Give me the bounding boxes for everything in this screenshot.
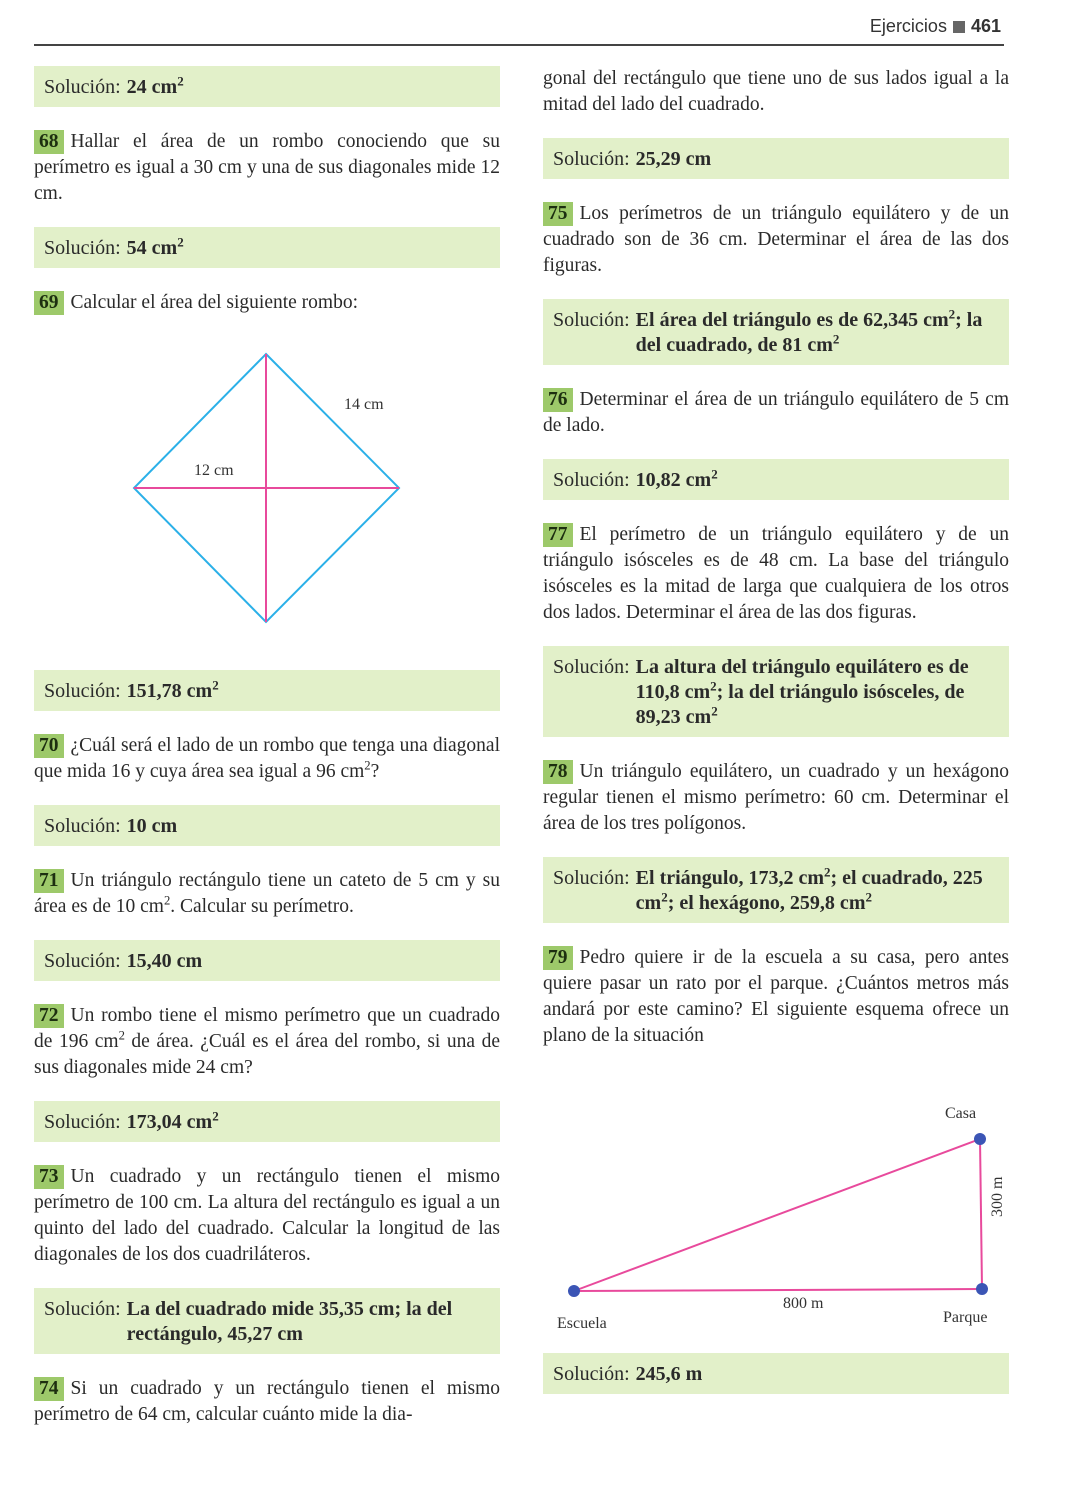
route-height-line bbox=[980, 1139, 982, 1289]
problem-number: 71 bbox=[34, 869, 64, 893]
parque-point bbox=[976, 1283, 988, 1295]
problem-71 bbox=[34, 868, 500, 920]
section-name: Ejercicios bbox=[869, 16, 947, 36]
problem-70 bbox=[34, 733, 500, 785]
problem-number: 73 bbox=[34, 1165, 64, 1189]
solution-label: Solución: bbox=[44, 950, 121, 972]
problem-text: Determinar el área de un triángulo equilátero de 5 cm de lado. bbox=[543, 389, 1009, 436]
solution-value: El triángulo, 173,2 $cm^2$; el cuadrado, 225 $cm^2$; el hexágono, 259,8 $cm^2$ bbox=[635, 864, 983, 914]
solution-value: 151,78 $cm^2$ bbox=[126, 677, 219, 702]
route-base-line bbox=[574, 1289, 982, 1291]
right-column bbox=[543, 66, 1009, 1416]
problem-76 bbox=[543, 387, 1009, 439]
solution-box bbox=[543, 646, 1009, 737]
problem-74 bbox=[34, 1376, 500, 1428]
solution-value: 25,29 cm bbox=[635, 148, 712, 170]
solution-value: La del cuadrado mide 35,35 cm; la del rectángulo, 45,27 cm bbox=[126, 1298, 453, 1345]
rhombus-diagonal-label: 12 cm bbox=[194, 462, 234, 479]
base-distance-label: 800 m bbox=[783, 1295, 824, 1312]
problem-79 bbox=[543, 945, 1009, 1049]
solution-box bbox=[543, 1353, 1009, 1394]
problem-72 bbox=[34, 1003, 500, 1081]
problem-number: 77 bbox=[543, 523, 573, 547]
solution-label: Solución: bbox=[44, 1298, 121, 1320]
casa-point bbox=[974, 1133, 986, 1145]
problem-number: 72 bbox=[34, 1004, 64, 1028]
problem-text: Calcular el área del siguiente rombo: bbox=[70, 292, 359, 313]
problem-number: 68 bbox=[34, 130, 64, 154]
problem-text: Un triángulo rectángulo tiene un cateto de 5 cm y su área es de 10 $cm^2$. Calcular su perímetro. bbox=[34, 870, 500, 917]
solution-label: Solución: bbox=[553, 1363, 630, 1385]
page-number: 461 bbox=[970, 16, 1001, 36]
problem-number: 75 bbox=[543, 202, 573, 226]
solution-box bbox=[34, 1288, 500, 1354]
problem-text: Si un cuadrado y un rectángulo tienen el mismo perímetro de 64 cm, calcular cuánto mide la dia- bbox=[34, 1378, 500, 1425]
route-figure bbox=[543, 1069, 1009, 1337]
problem-77 bbox=[543, 522, 1009, 626]
height-distance-label: 300 m bbox=[989, 1176, 1006, 1217]
problem-73 bbox=[34, 1164, 500, 1268]
rhombus-side-label: 14 cm bbox=[344, 396, 384, 413]
problem-text: ¿Cuál será el lado de un rombo que tenga una diagonal que mida 16 y cuya área sea igual a 96 $cm^2$? bbox=[34, 735, 500, 782]
solution-label: Solución: bbox=[44, 76, 121, 98]
casa-label: Casa bbox=[945, 1105, 977, 1122]
problem-continuation: gonal del rectángulo que tiene uno de sus lados igual a la mitad del lado del cuadrado. bbox=[543, 68, 1009, 115]
problem-text: Un rombo tiene el mismo perímetro que un cuadrado de 196 $cm^2$ de área. ¿Cuál es el área del rombo, si una de sus diagonales mide 24 cm? bbox=[34, 1005, 500, 1078]
solution-value: 10 cm bbox=[126, 815, 178, 837]
solution-label: Solución: bbox=[44, 237, 121, 259]
problem-number: 74 bbox=[34, 1377, 64, 1401]
square-icon bbox=[953, 21, 965, 33]
problem-68 bbox=[34, 129, 500, 207]
rhombus-figure bbox=[34, 336, 500, 648]
solution-label: Solución: bbox=[553, 148, 630, 170]
solution-value: 10,82 $cm^2$ bbox=[635, 466, 718, 491]
solution-box bbox=[34, 670, 500, 711]
solution-box bbox=[34, 940, 500, 981]
problem-number: 79 bbox=[543, 946, 573, 970]
solution-label: Solución: bbox=[44, 680, 121, 702]
route-diagram bbox=[543, 1069, 1009, 1337]
problem-number: 76 bbox=[543, 388, 573, 412]
header-title bbox=[870, 16, 1001, 37]
parque-label: Parque bbox=[943, 1309, 988, 1326]
problem-text: Los perímetros de un triángulo equilátero y de un cuadrado son de 36 cm. Determinar el área de las dos figuras. bbox=[543, 203, 1009, 276]
problem-number: 78 bbox=[543, 760, 573, 784]
solution-box bbox=[543, 299, 1009, 365]
solution-value: 54 $cm^2$ bbox=[126, 234, 184, 259]
solution-box bbox=[543, 857, 1009, 923]
problem-text: Hallar el área de un rombo conociendo que su perímetro es igual a 30 cm y una de sus diagonales mide 12 cm. bbox=[34, 131, 500, 204]
solution-value: 24 $cm^2$ bbox=[126, 73, 184, 98]
problem-text: Pedro quiere ir de la escuela a su casa, pero antes quiere pasar un rato por el parque. ¿Cuántos metros más andará por este camino? El siguiente esquema ofrece un plano de la situación bbox=[543, 947, 1009, 1046]
solution-label: Solución: bbox=[44, 1111, 121, 1133]
solution-label: Solución: bbox=[553, 309, 630, 331]
solution-value: La altura del triángulo equilátero es de 110,8 $cm^2$; la del triángulo isósceles, de 89,23 $cm^2$ bbox=[635, 656, 969, 728]
problem-text: Un triángulo equilátero, un cuadrado y un hexágono regular tienen el mismo perímetro: 60 cm. Determinar el área de los tres polígonos. bbox=[543, 761, 1009, 834]
solution-box bbox=[34, 1101, 500, 1142]
solution-label: Solución: bbox=[553, 867, 630, 889]
solution-box bbox=[543, 459, 1009, 500]
problem-text: El perímetro de un triángulo equilátero y de un triángulo isósceles es de 48 cm. La base del triángulo isósceles es la mitad de larga que cualquiera de los otros dos lados. Determinar el área de las dos figuras. bbox=[543, 524, 1009, 623]
left-column bbox=[34, 66, 500, 1448]
problem-number: 69 bbox=[34, 291, 64, 315]
escuela-point bbox=[568, 1285, 580, 1297]
problem-69 bbox=[34, 290, 500, 316]
problem-text: Un cuadrado y un rectángulo tienen el mismo perímetro de 100 cm. La altura del rectángulo es igual a un quinto del lado del cuadrado. Calcular la longitud de las diagonales de los dos cuadriláteros. bbox=[34, 1166, 500, 1265]
solution-box bbox=[34, 227, 500, 268]
solution-value: 245,6 m bbox=[635, 1363, 703, 1385]
problem-78 bbox=[543, 759, 1009, 837]
solution-box bbox=[34, 66, 500, 107]
solution-label: Solución: bbox=[553, 469, 630, 491]
solution-value: El área del triángulo es de 62,345 $cm^2$; la del cuadrado, de 81 $cm^2$ bbox=[635, 306, 983, 356]
solution-box bbox=[543, 138, 1009, 179]
problem-number: 70 bbox=[34, 734, 64, 758]
route-diagonal-line bbox=[574, 1139, 980, 1291]
rhombus-diagram bbox=[34, 336, 500, 648]
solution-box bbox=[34, 805, 500, 846]
solution-label: Solución: bbox=[553, 656, 630, 678]
escuela-label: Escuela bbox=[557, 1315, 607, 1332]
problem-75 bbox=[543, 201, 1009, 279]
solution-label: Solución: bbox=[44, 815, 121, 837]
header-rule bbox=[34, 44, 1004, 46]
solution-value: 173,04 $cm^2$ bbox=[126, 1108, 219, 1133]
solution-value: 15,40 cm bbox=[126, 950, 203, 972]
